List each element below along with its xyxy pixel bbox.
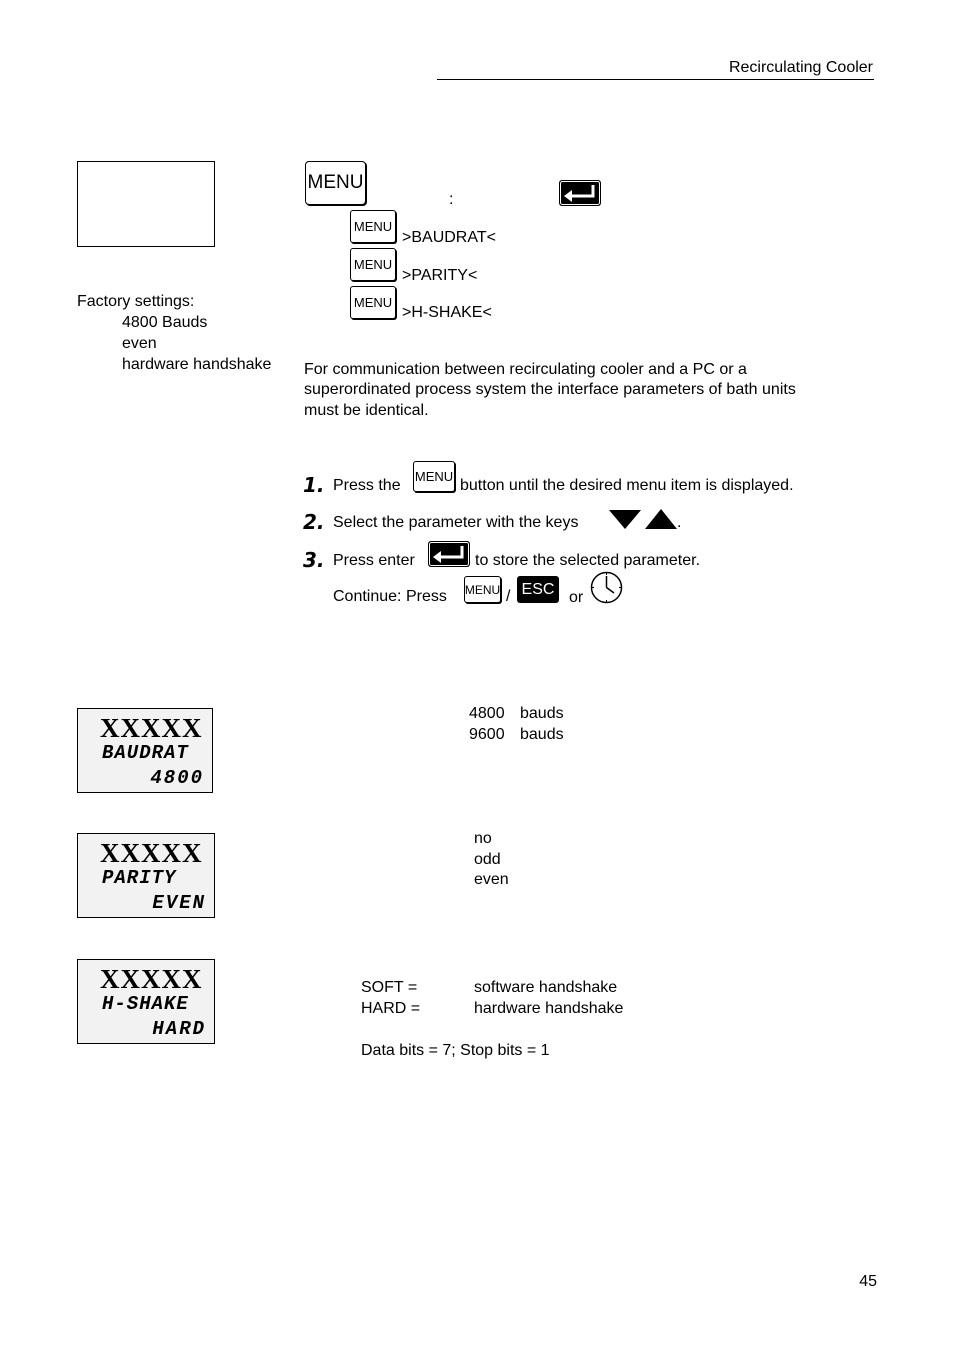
data-bits-note: Data bits = 7; Stop bits = 1	[361, 1042, 550, 1059]
intro-line-1: For communication between recirculating cooler and a PC or a	[304, 361, 747, 378]
baud-option-unit: bauds	[520, 726, 564, 743]
factory-settings-title: Factory settings:	[77, 293, 195, 310]
step-3-text-before: Press enter	[333, 552, 415, 569]
parity-option: odd	[474, 851, 501, 868]
menu-item-baudrat: >BAUDRAT<	[402, 229, 496, 246]
continue-slash: /	[506, 588, 511, 605]
enter-key-icon	[428, 541, 471, 568]
menu-colon: :	[449, 191, 454, 208]
lcd-line-2: PARITY	[102, 867, 177, 889]
handshake-option-key: SOFT =	[361, 979, 418, 996]
parity-option: no	[474, 830, 492, 847]
continue-menu-key: MENU	[464, 576, 501, 603]
lcd-line-2: H-SHAKE	[102, 993, 189, 1015]
factory-value-parity: even	[122, 335, 157, 352]
up-arrow-icon	[645, 509, 677, 529]
factory-value-baud: 4800 Bauds	[122, 314, 208, 331]
handshake-option-desc: hardware handshake	[474, 1000, 624, 1017]
baud-option-value: 4800	[469, 705, 505, 722]
step-3-number: 3.	[303, 548, 325, 572]
menu-key-parity: MENU	[350, 248, 396, 281]
lcd-line-3: 4800	[150, 767, 204, 789]
down-arrow-icon	[609, 510, 641, 530]
menu-item-hshake: >H-SHAKE<	[402, 304, 492, 321]
step-1-menu-key: MENU	[413, 461, 455, 492]
intro-line-2: superordinated process system the interface parameters of bath units	[304, 381, 796, 398]
clock-icon	[590, 571, 623, 604]
menu-item-parity: >PARITY<	[402, 267, 478, 284]
lcd-line-1: XXXXX	[100, 838, 203, 868]
continue-or: or	[569, 589, 584, 606]
handshake-option-key: HARD =	[361, 1000, 421, 1017]
lcd-line-1: XXXXX	[100, 964, 203, 994]
enter-key-icon	[559, 180, 602, 207]
lcd-line-3: EVEN	[152, 892, 206, 914]
menu-key-hshake: MENU	[350, 286, 396, 319]
step-1-number: 1.	[303, 473, 325, 497]
continue-label: Continue: Press	[333, 588, 447, 605]
lcd-line-3: HARD	[152, 1018, 206, 1040]
factory-value-handshake: hardware handshake	[122, 356, 272, 373]
menu-key-baudrat: MENU	[350, 210, 396, 243]
step-2-number: 2.	[303, 510, 325, 534]
handshake-option-desc: software handshake	[474, 979, 618, 996]
lcd-line-2: BAUDRAT	[102, 742, 189, 764]
step-1-text-before: Press the	[333, 477, 401, 494]
header-rule	[437, 79, 874, 80]
step-3-text-after: to store the selected parameter.	[475, 552, 701, 569]
lcd-display-baudrat	[77, 708, 213, 793]
lcd-display-hshake	[77, 959, 215, 1044]
parity-option: even	[474, 871, 509, 888]
intro-line-3: must be identical.	[304, 402, 429, 419]
step-2-end: .	[677, 514, 682, 531]
lcd-display-parity	[77, 833, 215, 918]
baud-option-unit: bauds	[520, 705, 564, 722]
lcd-line-1: XXXXX	[100, 713, 203, 743]
menu-key-large: MENU	[305, 161, 366, 205]
page-number: 45	[859, 1273, 877, 1290]
esc-key: ESC	[517, 576, 559, 603]
empty-frame	[77, 161, 215, 247]
step-2-text: Select the parameter with the keys	[333, 514, 579, 531]
step-1-text-after: button until the desired menu item is displayed.	[460, 477, 794, 494]
running-header: Recirculating Cooler	[728, 59, 873, 76]
baud-option-value: 9600	[469, 726, 505, 743]
